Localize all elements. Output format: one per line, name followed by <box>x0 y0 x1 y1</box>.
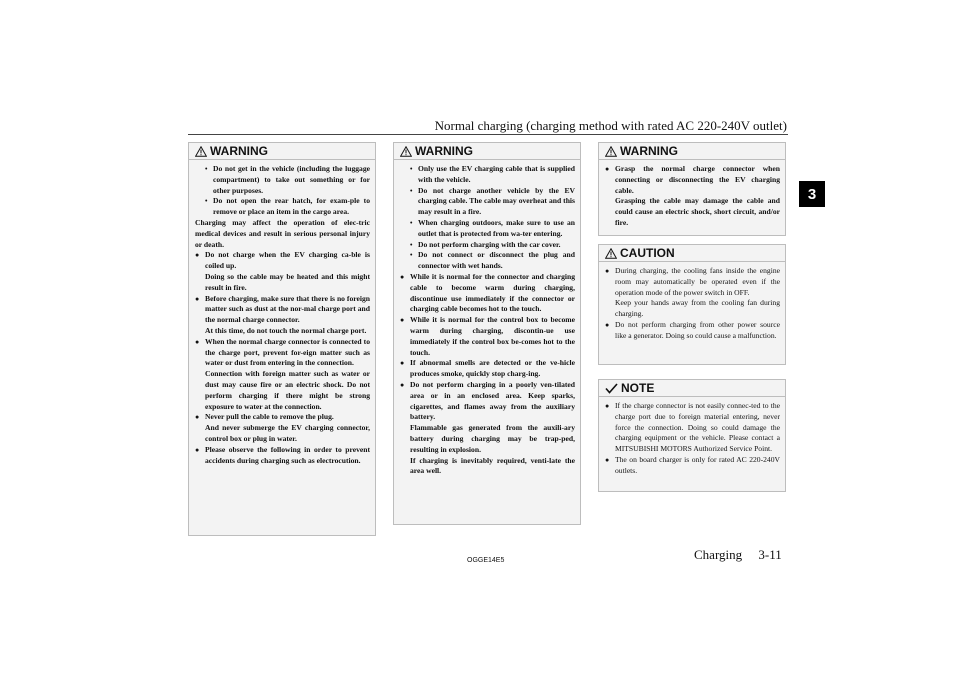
bullet-marker: ● <box>605 320 610 329</box>
paragraph: Doing so the cable may be heated and this might result in fire. <box>205 271 370 292</box>
dot-marker: • <box>410 251 413 260</box>
warning-box-1 <box>188 142 376 536</box>
bullet-marker: ● <box>400 272 405 281</box>
warning-header <box>599 143 785 160</box>
warning-label: WARNING <box>620 144 678 158</box>
warning-header <box>189 143 375 160</box>
dot-marker: • <box>410 165 413 173</box>
list-item: ● During charging, the cooling fans inside the engine room may automatically be operated even if the operation mode of the power switch in OFF. <box>605 266 780 297</box>
list-item: ● Before charging, make sure that there is no foreign matter such as dust at the nor-mal charge port and the normal charge connector. <box>195 293 370 325</box>
list-item: ● While it is normal for the control box to become warm during charging, discontin-ue use immediately if the control box be-comes hot to the touch. <box>400 315 575 357</box>
list-item: ● While it is normal for the connector and charging cable to become warm during charging, discontinue use immediately if the connector or charging cable becomes hot to the touch. <box>400 271 575 314</box>
paragraph: Grasping the cable may damage the cable and could cause an electric shock, short circuit, and/or fire. <box>615 196 780 227</box>
bullet-marker: ● <box>605 455 610 464</box>
list-item: ● If the charge connector is not easily connec-ted to the charge port due to foreign material entering, never force the connection. Doing so could damage the charging equipment or the vehicle. Please contact a MITSUBISHI MOTORS Authorized Service Point. <box>605 401 780 454</box>
dot-marker: • <box>410 186 413 195</box>
sub-item: • Do not connect or disconnect the plug and connector with wet hands. <box>410 250 575 271</box>
paragraph: At this time, do not touch the normal charge port. <box>205 325 367 335</box>
bullet-marker: ● <box>400 380 405 389</box>
paragraph: Charging may affect the operation of elec-tric medical devices and result in serious personal injury or death. <box>195 217 370 249</box>
warning-label: WARNING <box>210 144 268 158</box>
caution-header <box>599 245 785 262</box>
list-item: ● Please observe the following in order to prevent accidents during charging such as electrocution. <box>195 444 370 465</box>
bullet-marker: ● <box>400 359 405 368</box>
bullet-marker: ● <box>195 251 200 260</box>
list-item: ● Do not perform charging from other power source like a generator. Doing so could cause a malfunction. <box>605 319 780 340</box>
column-3 <box>598 142 786 492</box>
footer-code: OGGE14E5 <box>467 557 505 564</box>
caution-box <box>598 244 786 365</box>
caution-triangle-icon <box>605 248 617 259</box>
warning-triangle-icon <box>195 146 207 157</box>
paragraph: Flammable gas generated from the auxili-ary battery during charging may be trap-ped, resulting in explosion. <box>410 423 575 454</box>
sub-item: • When charging outdoors, make sure to use an outlet that is protected from wa-ter entering. <box>410 217 575 238</box>
chapter-tab: 3 <box>799 181 825 207</box>
bullet-marker: ● <box>605 267 610 275</box>
bullet-marker: ● <box>195 413 200 422</box>
bullet-marker: ● <box>605 165 610 173</box>
warning-header <box>394 143 580 160</box>
bullet-marker: ● <box>195 445 200 454</box>
sub-item: • Do not perform charging with the car cover. <box>410 239 561 249</box>
note-check-icon <box>605 383 618 394</box>
warning-box-3 <box>598 142 786 236</box>
sub-item: • Do not get in the vehicle (including the luggage compartment) to take out something or for other purposes. <box>205 164 370 195</box>
list-item: ● Do not perform charging in a poorly ven-tilated area or in an enclosed area. Keep sparks, cigarettes, and flames away from the auxiliary battery. <box>400 379 575 422</box>
paragraph: Keep your hands away from the cooling fan during charging. <box>615 298 780 319</box>
warning-body-2 <box>394 160 580 477</box>
warning-box-2 <box>393 142 581 525</box>
warning-label: WARNING <box>415 144 473 158</box>
warning-triangle-icon <box>605 146 617 157</box>
note-body <box>599 397 785 477</box>
bullet-marker: ● <box>195 337 200 346</box>
note-header <box>599 380 785 397</box>
list-item: ● Grasp the normal charge connector when connecting or disconnecting the EV charging cable. <box>605 164 780 195</box>
list-item: ● Do not charge when the EV charging ca-ble is coiled up. <box>195 250 370 271</box>
paragraph: And never submerge the EV charging connector, control box or plug in water. <box>205 423 370 443</box>
dot-marker: • <box>410 218 413 227</box>
column-2 <box>393 142 581 525</box>
list-item: ● If abnormal smells are detected or the ve-hicle produces smoke, quickly stop charg-ing. <box>400 358 575 379</box>
sub-item: • Do not charge another vehicle by the EV charging cable. The cable may overheat and this may result in a fire. <box>410 185 575 217</box>
note-box <box>598 379 786 492</box>
bullet-marker: ● <box>195 294 200 303</box>
warning-body-1 <box>189 160 375 466</box>
page-header-title: Normal charging (charging method with rated AC 220-240V outlet) <box>434 118 787 133</box>
dot-marker: • <box>205 165 208 173</box>
bullet-marker: ● <box>400 316 405 325</box>
paragraph: Connection with foreign matter such as water or dust may cause fire or an electric shock. Do not perform charging if there might be strong exposure to water at the connection. <box>205 369 370 411</box>
sub-item: • Only use the EV charging cable that is supplied with the vehicle. <box>410 164 575 184</box>
dot-marker: • <box>205 197 208 206</box>
header-rule <box>188 134 788 135</box>
footer-page-number: Charging 3-11 <box>694 547 782 562</box>
bullet-marker: ● <box>605 402 610 410</box>
caution-label: CAUTION <box>620 246 675 260</box>
dot-marker: • <box>410 240 413 249</box>
paragraph: If charging is inevitably required, venti-late the area well. <box>410 455 575 476</box>
list-item: ● Never pull the cable to remove the plug. <box>195 412 334 422</box>
warning-triangle-icon <box>400 146 412 157</box>
caution-body <box>599 262 785 342</box>
sub-item: • Do not open the rear hatch, for exam-ple to remove or place an item in the cargo area. <box>205 196 370 217</box>
column-1 <box>188 142 376 536</box>
list-item: ● When the normal charge connector is connected to the charge port, prevent for-eign matter such as water or dust from entering in the connection. <box>195 336 370 368</box>
note-label: NOTE <box>621 381 655 395</box>
warning-body-3 <box>599 160 785 229</box>
list-item: ● The on board charger is only for rated AC 220-240V outlets. <box>605 454 780 475</box>
